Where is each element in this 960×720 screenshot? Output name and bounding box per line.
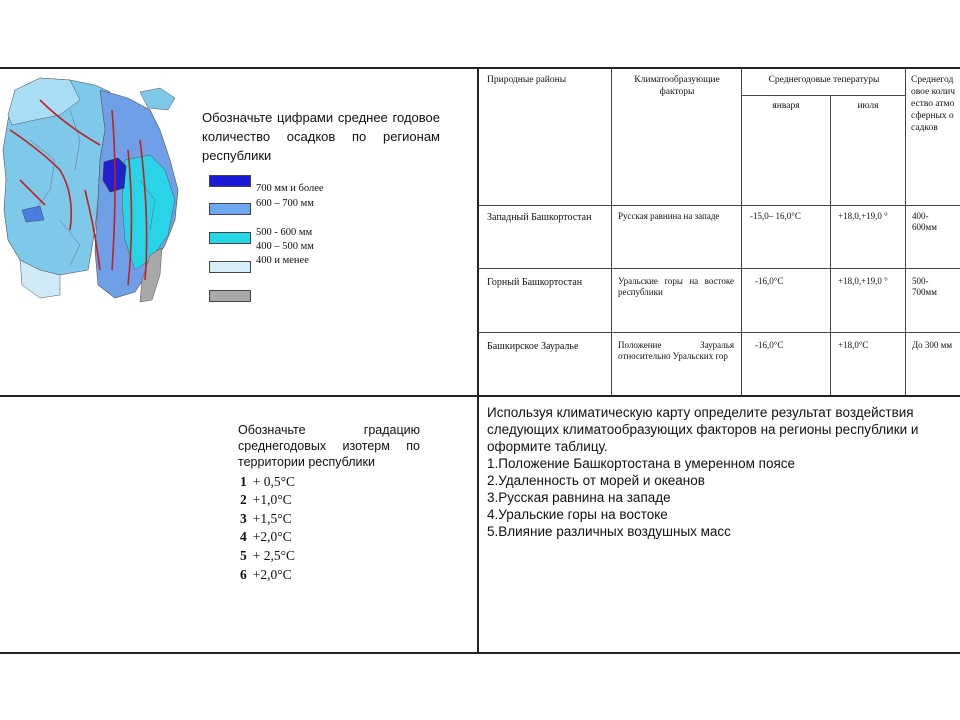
isotherm-item-value: +1,5°С [252, 511, 292, 526]
isotherm-item-number: 3 [240, 511, 247, 526]
isotherm-item [240, 547, 295, 565]
table-row-line-3 [478, 332, 960, 333]
table-col-line-2 [741, 68, 742, 395]
grid-middle-line [0, 395, 960, 397]
isotherm-item-number: 2 [240, 492, 247, 507]
task-intro-line: Используя климатическую карту определите результат воздействия [487, 405, 914, 420]
task-intro-line: следующих климатообразующих факторов на регионы республики и [487, 422, 919, 437]
legend-label-600-700: 600 – 700 мм [256, 198, 314, 209]
isotherm-item-value: + 0,5°С [252, 474, 296, 489]
legend-swatch-700-plus [209, 175, 251, 187]
row-1-january: -15,0– 16,0°С [750, 211, 801, 221]
isotherm-item-number: 4 [240, 529, 247, 544]
table-col-line-1 [611, 68, 612, 395]
header-regions: Природные районы [487, 75, 567, 85]
legend-swatch-grey [209, 290, 251, 302]
row-2-january: -16,0°С [755, 276, 784, 286]
map-north-blob [140, 88, 175, 110]
row-2-precip: 500-700мм [912, 276, 937, 297]
isotherm-item-number: 6 [240, 567, 247, 582]
table-subheader-line [741, 95, 905, 96]
header-july: июля [857, 101, 879, 111]
header-avg-temp: Среднегодовые тепературы [768, 75, 880, 85]
task-item: 3.Русская равнина на западе [487, 490, 671, 505]
header-january: января [772, 101, 800, 111]
isotherm-item-value: + 2,5°С [252, 548, 296, 563]
legend-swatch-500-600 [209, 232, 251, 244]
table-col-line-3 [830, 95, 831, 395]
grid-center-divider [477, 67, 479, 654]
legend-swatch-600-700 [209, 203, 251, 215]
table-row-line-2 [478, 268, 960, 269]
isotherm-item [240, 510, 292, 528]
row-3-precip: До 300 мм [912, 340, 953, 350]
header-factors: Климатообразующие факторы [634, 75, 720, 97]
table-col-line-4 [905, 68, 906, 395]
isotherm-item [240, 528, 292, 546]
map-task-title: Обозначьте цифрами среднее годовое количество осадков по регионам республики [202, 110, 440, 163]
legend-label-700-plus: 700 мм и более [256, 183, 324, 194]
task-intro-line: оформите таблицу. [487, 439, 608, 454]
isotherm-item [240, 473, 295, 491]
legend-label-500-600: 500 - 600 мм [256, 227, 313, 238]
task-item: 4.Уральские горы на востоке [487, 507, 668, 522]
row-1-region: Западный Башкортостан [487, 212, 592, 223]
row-3-region: Башкирское Зауралье [487, 341, 579, 352]
grid-top-line [0, 67, 960, 69]
row-3-january: -16,0°С [755, 340, 784, 350]
row-2-factor: Уральские горы на востоке республики [618, 276, 734, 297]
row-3-july: +18,0°С [838, 340, 869, 350]
row-1-july: +18,0,+19,0 ° [838, 211, 888, 221]
table-row-line-1 [478, 205, 960, 206]
task-item: 1.Положение Башкортостана в умеренном поясе [487, 456, 796, 471]
isotherm-item-value: +1,0°С [252, 492, 292, 507]
grid-bottom-line [0, 652, 960, 654]
isotherm-item-value: +2,0°С [252, 567, 292, 582]
row-3-factor: Положение Зауралья относительно Уральских гор [618, 340, 734, 361]
isotherm-item [240, 566, 292, 584]
row-1-precip: 400-600мм [912, 211, 937, 232]
precipitation-map [0, 70, 195, 305]
task-item: 5.Влияние различных воздушных масс [487, 524, 731, 539]
legend-label-400-500: 400 – 500 мм [256, 241, 314, 252]
task-instructions [487, 404, 960, 540]
row-2-july: +18,0,+19,0 ° [838, 276, 888, 286]
isotherm-item-number: 1 [240, 474, 247, 489]
isotherm-item-value: +2,0°С [252, 529, 292, 544]
task-item: 2.Удаленность от морей и океанов [487, 473, 705, 488]
legend-swatch-400-less [209, 261, 251, 273]
isotherm-item [240, 491, 292, 509]
isotherm-item-number: 5 [240, 548, 247, 563]
row-1-factor: Русская равнина на западе [618, 211, 720, 221]
header-precipitation: Среднегодовое количество атмосферных осадков [911, 75, 955, 133]
row-2-region: Горный Башкортостан [487, 277, 583, 288]
isotherm-task-title: Обозначьте градацию среднегодовых изотерм по территории республики [238, 423, 420, 469]
legend-label-400-less: 400 и менее [256, 255, 309, 266]
